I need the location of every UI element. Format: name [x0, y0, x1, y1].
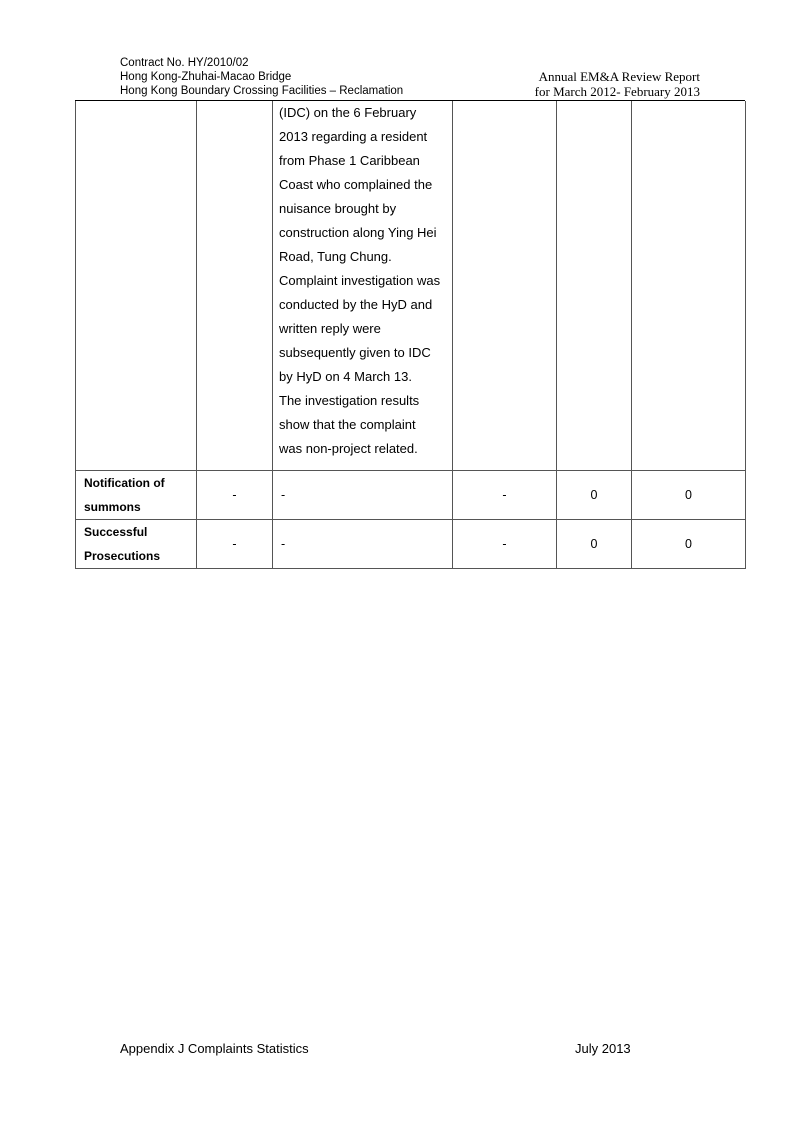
- table-cell: 0: [632, 470, 746, 519]
- footer-appendix-title: Appendix J Complaints Statistics: [120, 1041, 309, 1056]
- header-left: [120, 56, 403, 98]
- table-cell: [557, 101, 632, 470]
- table-cell: 0: [557, 470, 632, 519]
- table-row-continued: [76, 101, 746, 470]
- row-label-line: Notification of: [84, 475, 165, 490]
- table-cell: -: [197, 519, 273, 568]
- description-line: Road, Tung Chung.: [279, 249, 392, 264]
- table-cell: -: [273, 519, 453, 568]
- description-line: written reply were: [279, 321, 381, 336]
- table-cell: -: [453, 519, 557, 568]
- description-line: was non-project related.: [279, 441, 418, 456]
- description-line: by HyD on 4 March 13.: [279, 369, 412, 384]
- description-line: conducted by the HyD and: [279, 297, 433, 312]
- row-label-line: Prosecutions: [84, 548, 161, 563]
- facility-name: Hong Kong Boundary Crossing Facilities – Reclamation: [120, 85, 404, 97]
- header-right: [535, 70, 700, 99]
- description-line: 2013 regarding a resident: [279, 129, 428, 144]
- footer-date: July 2013: [575, 1041, 631, 1056]
- description-line: show that the complaint: [279, 417, 416, 432]
- row-label-line: Successful: [84, 524, 148, 539]
- table-cell: [197, 101, 273, 470]
- description-line: construction along Ying Hei: [279, 225, 437, 240]
- table-cell: 0: [557, 519, 632, 568]
- row-label-line: summons: [84, 499, 141, 514]
- description-line: Coast who complained the: [279, 177, 433, 192]
- project-name: Hong Kong-Zhuhai-Macao Bridge: [120, 71, 292, 83]
- description-line: from Phase 1 Caribbean: [279, 153, 420, 168]
- table-cell: -: [273, 470, 453, 519]
- table-cell: [76, 101, 197, 470]
- description-line: (IDC) on the 6 February: [279, 105, 417, 120]
- complaint-description-cell: [273, 101, 453, 470]
- description-line: Complaint investigation was: [279, 273, 441, 288]
- report-period: for March 2012- February 2013: [534, 83, 700, 99]
- table-row-successful-prosecutions: [76, 519, 746, 568]
- table-cell: [453, 101, 557, 470]
- report-title: Annual EM&A Review Report: [538, 69, 700, 84]
- table-cell: -: [197, 470, 273, 519]
- description-line: subsequently given to IDC: [279, 345, 431, 360]
- table-row-notification-of-summons: [76, 470, 746, 519]
- table-cell: [632, 101, 746, 470]
- table-cell: 0: [632, 519, 746, 568]
- description-line: The investigation results: [279, 393, 420, 408]
- row-label: [76, 519, 197, 568]
- table-cell: -: [453, 470, 557, 519]
- contract-number: Contract No. HY/2010/02: [120, 57, 249, 69]
- description-line: nuisance brought by: [279, 201, 397, 216]
- row-label: [76, 470, 197, 519]
- complaints-table: [75, 101, 746, 569]
